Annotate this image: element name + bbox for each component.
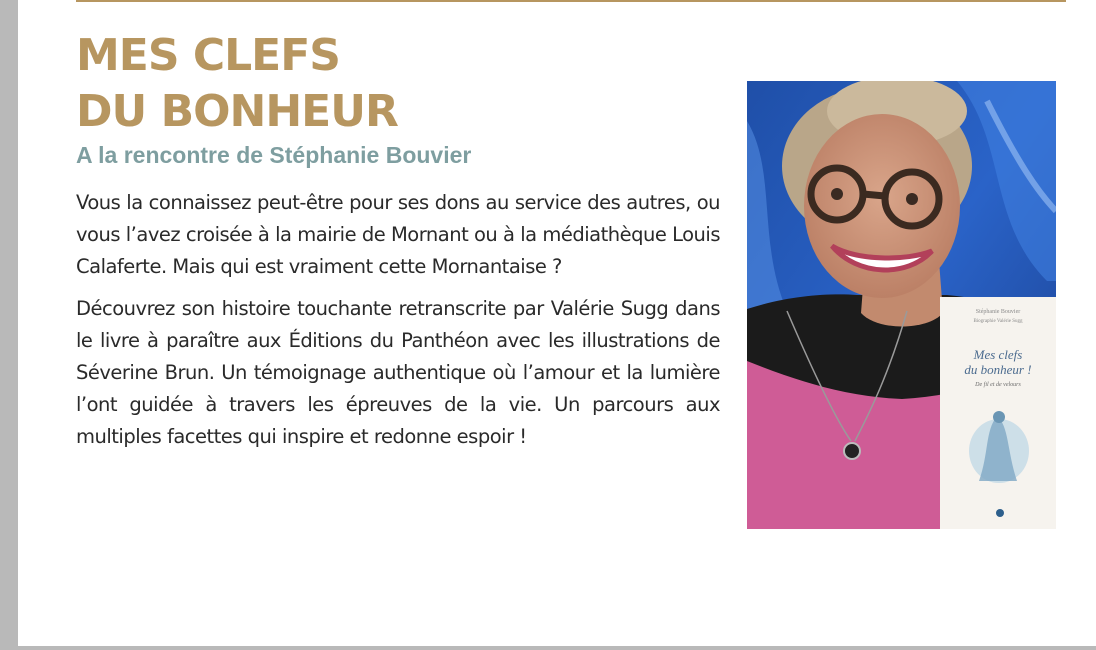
book-cover bbox=[940, 297, 1056, 529]
title-line-1: MES CLEFS bbox=[76, 30, 340, 81]
article-title bbox=[76, 28, 398, 140]
portrait-photo bbox=[747, 81, 1056, 529]
cover-tagline: De fil et de velours bbox=[975, 382, 1021, 388]
title-line-2: DU BONHEUR bbox=[76, 86, 398, 137]
paragraph-1: Vous la connaissez peut-être pour ses dons au service des autres, ou vous l’avez croisée à la mairie de Mornant ou à la médiathèque Louis Calaferte. Mais qui est vraiment cette Mornantaise ? bbox=[76, 191, 720, 278]
cover-title-line-1: Mes clefs bbox=[973, 347, 1023, 362]
article-body bbox=[76, 187, 720, 463]
paragraph-2: Découvrez son histoire touchante retranscrite par Valérie Sugg dans le livre à paraître aux Éditions du Panthéon avec les illustrations de Séverine Brun. Un témoignage authentique où l’amour et la lumière l’ont guidée à travers les épreuves de la vie. Un parcours aux multiples facettes qui inspire et redonne espoir ! bbox=[76, 297, 720, 448]
top-rule bbox=[76, 0, 1066, 2]
cover-author: Stéphanie Bouvier bbox=[975, 309, 1021, 315]
page bbox=[18, 0, 1096, 646]
article-subtitle: A la rencontre de Stéphanie Bouvier bbox=[76, 142, 472, 168]
cover-title-line-2: du bonheur ! bbox=[964, 362, 1032, 377]
cover-biographer: Biographie Valérie Sugg bbox=[973, 319, 1023, 324]
portrait-illustration bbox=[747, 81, 1056, 529]
